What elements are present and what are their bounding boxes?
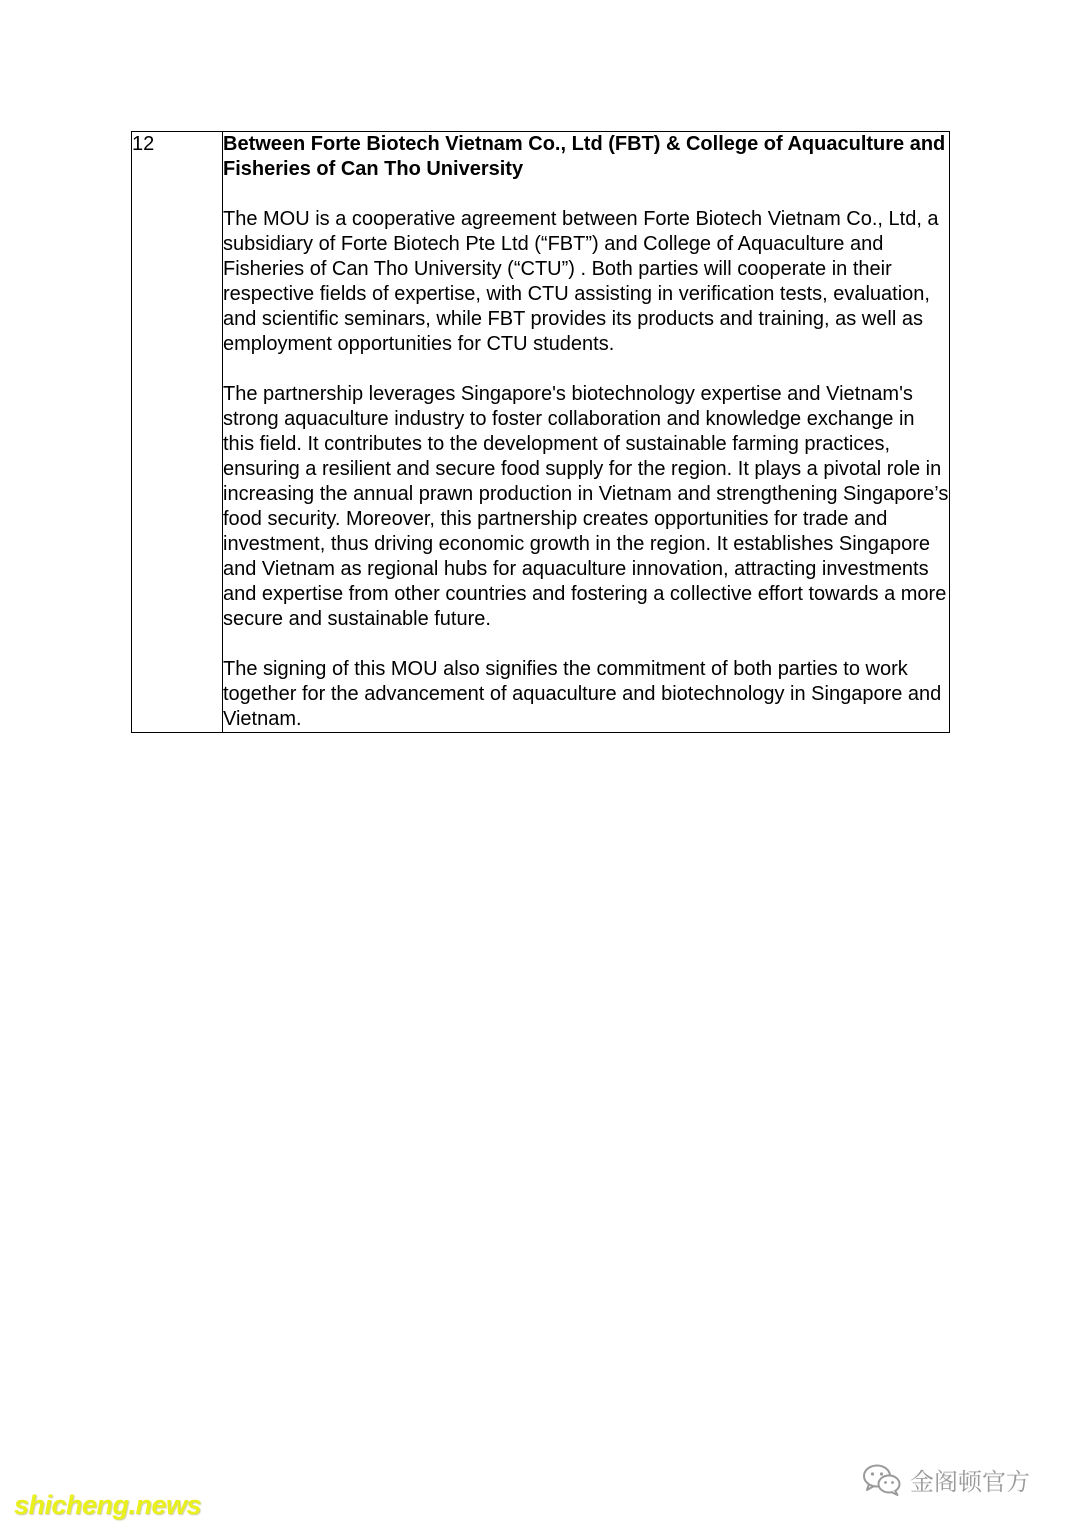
entry-cell [223, 132, 950, 733]
wechat-account-name: 金阁顿官方 [910, 1468, 1030, 1496]
entry-paragraph-2: The partnership leverages Singapore's biotechnology expertise and Vietnam's strong aquaculture industry to foster collaboration and knowledge exchange in this field. It contributes to the development of sustainable farming practices, ensuring a resilient and secure food supply for the region. It plays a pivotal role in increasing the annual prawn production in Vietnam and strengthening Singapore’s food security. Moreover, this partnership creates opportunities for trade and investment, thus driving economic growth in the region. It establishes Singapore and Vietnam as regional hubs for aquaculture innovation, attracting investments and expertise from other countries and fostering a collective effort towards a more secure and sustainable future. [223, 383, 949, 630]
mou-table [131, 131, 950, 733]
table-row [132, 132, 950, 733]
site-watermark: shicheng.news [14, 1490, 202, 1520]
entry-paragraph-1: The MOU is a cooperative agreement between Forte Biotech Vietnam Co., Ltd, a subsidiary of Forte Biotech Pte Ltd (“FBT”) and College of Aquaculture and Fisheries of Can Tho University (“CTU”) . Both parties will cooperate in their respective fields of expertise, with CTU assisting in verification tests, evaluation, and scientific seminars, while FBT provides its products and training, as well as employment opportunities for CTU students. [223, 208, 939, 355]
entry-paragraph-3: The signing of this MOU also signifies the commitment of both parties to work together for the advancement of aquaculture and biotechnology in Singapore and Vietnam. [223, 658, 942, 730]
wechat-icon [862, 1463, 902, 1497]
wechat-account-badge [862, 1462, 1030, 1497]
row-number: 12 [132, 132, 223, 733]
entry-title: Between Forte Biotech Vietnam Co., Ltd (FBT) & College of Aquaculture and Fisheries of Can Tho University [223, 133, 946, 180]
